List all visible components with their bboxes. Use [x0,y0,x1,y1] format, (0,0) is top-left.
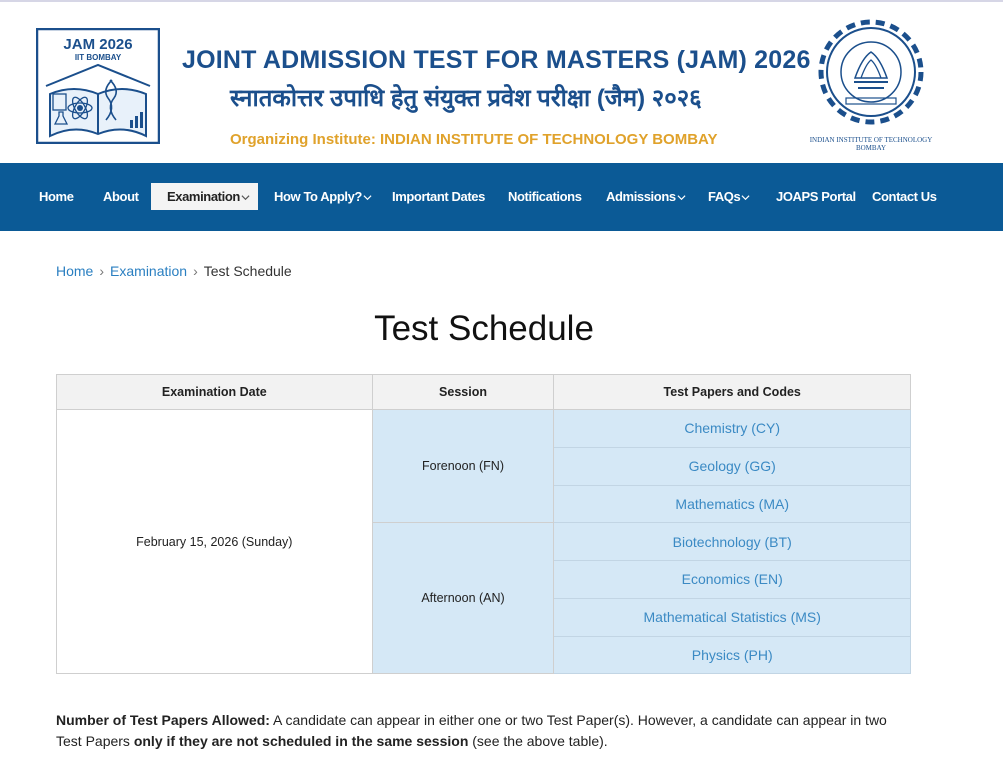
paper-link-biotechnology[interactable]: Biotechnology (BT) [672,533,792,550]
iit-bombay-logo[interactable] [806,12,936,154]
nav-label: Contact Us [872,189,937,204]
note-text-end: (see the above table). [468,733,608,749]
nav-admissions[interactable] [606,183,686,210]
chevron-down-icon [677,193,686,202]
site-title-hindi: स्नातकोत्तर उपाधि हेतु संयुक्त प्रवेश परीक्षा (जैम) २०२६ [230,85,702,112]
nav-home[interactable] [39,183,74,210]
site-title-english: JOINT ADMISSION TEST FOR MASTERS (JAM) 2026 [182,46,811,74]
session-afternoon: Afternoon (AN) [372,523,554,674]
nav-examination[interactable] [151,183,258,210]
table-row [57,410,911,448]
breadcrumb-separator: › [99,263,105,279]
organizing-institute: Organizing Institute: INDIAN INSTITUTE OF TECHNOLOGY BOMBAY [230,131,718,148]
svg-text:JAM 2026: JAM 2026 [63,36,133,53]
test-schedule-table [56,374,911,674]
nav-faqs[interactable] [708,183,750,210]
main-nav [0,163,1003,231]
jam-2026-logo[interactable] [36,28,160,144]
chevron-down-icon [741,193,750,202]
paper-link-mathematics[interactable]: Mathematics (MA) [675,495,789,512]
nav-contact-us[interactable] [872,183,937,210]
breadcrumb-current: Test Schedule [203,263,292,279]
header-examination-date: Examination Date [57,375,373,410]
paper-link-physics[interactable]: Physics (PH) [691,646,773,663]
test-papers-allowed-note [56,710,916,752]
svg-text:IIT BOMBAY: IIT BOMBAY [74,53,122,62]
breadcrumb-separator: › [193,263,198,279]
nav-label: Admissions [606,189,676,204]
nav-label: Examination [167,189,240,204]
breadcrumb [56,263,292,279]
chevron-down-icon [241,193,250,202]
breadcrumb-examination[interactable]: Examination [110,263,188,279]
header-session: Session [372,375,554,410]
nav-label: Notifications [508,189,582,204]
nav-label: FAQs [708,189,741,204]
paper-cell [554,598,911,636]
nav-joaps-portal[interactable] [776,183,856,210]
site-header [0,0,1003,163]
svg-text:BOMBAY: BOMBAY [855,144,887,152]
nav-label: Home [39,189,74,204]
nav-notifications[interactable] [508,183,582,210]
paper-cell [554,410,911,448]
paper-link-geology[interactable]: Geology (GG) [688,458,776,475]
note-lead: Number of Test Papers Allowed: [56,712,270,728]
paper-cell [554,447,911,485]
nav-about[interactable] [103,183,139,210]
svg-text:INDIAN INSTITUTE OF TECHNOLOGY: INDIAN INSTITUTE OF TECHNOLOGY [809,136,933,144]
nav-label: How To Apply? [274,189,362,204]
chevron-down-icon [363,193,372,202]
paper-link-chemistry[interactable]: Chemistry (CY) [684,420,781,437]
paper-cell [554,523,911,561]
nav-important-dates[interactable] [392,183,485,210]
nav-label: About [103,189,139,204]
paper-link-mathematical-statistics[interactable]: Mathematical Statistics (MS) [643,609,821,626]
note-emphasis: only if they are not scheduled in the same session [133,733,469,749]
header-test-papers: Test Papers and Codes [554,375,911,410]
breadcrumb-home[interactable]: Home [56,263,94,279]
note-text: A candidate can appear in either one or two Test Paper(s). However, a candidate can appear in two Test Papers [56,712,887,749]
exam-date-cell: February 15, 2026 (Sunday) [57,410,373,674]
table-header-row [57,375,911,410]
nav-label: Important Dates [392,189,485,204]
page-title: Test Schedule [374,309,594,348]
paper-link-economics[interactable]: Economics (EN) [681,571,783,588]
nav-how-to-apply[interactable] [274,183,372,210]
session-forenoon: Forenoon (FN) [372,410,554,523]
nav-label: JOAPS Portal [776,189,856,204]
paper-cell [554,636,911,674]
paper-cell [554,561,911,599]
paper-cell [554,485,911,523]
